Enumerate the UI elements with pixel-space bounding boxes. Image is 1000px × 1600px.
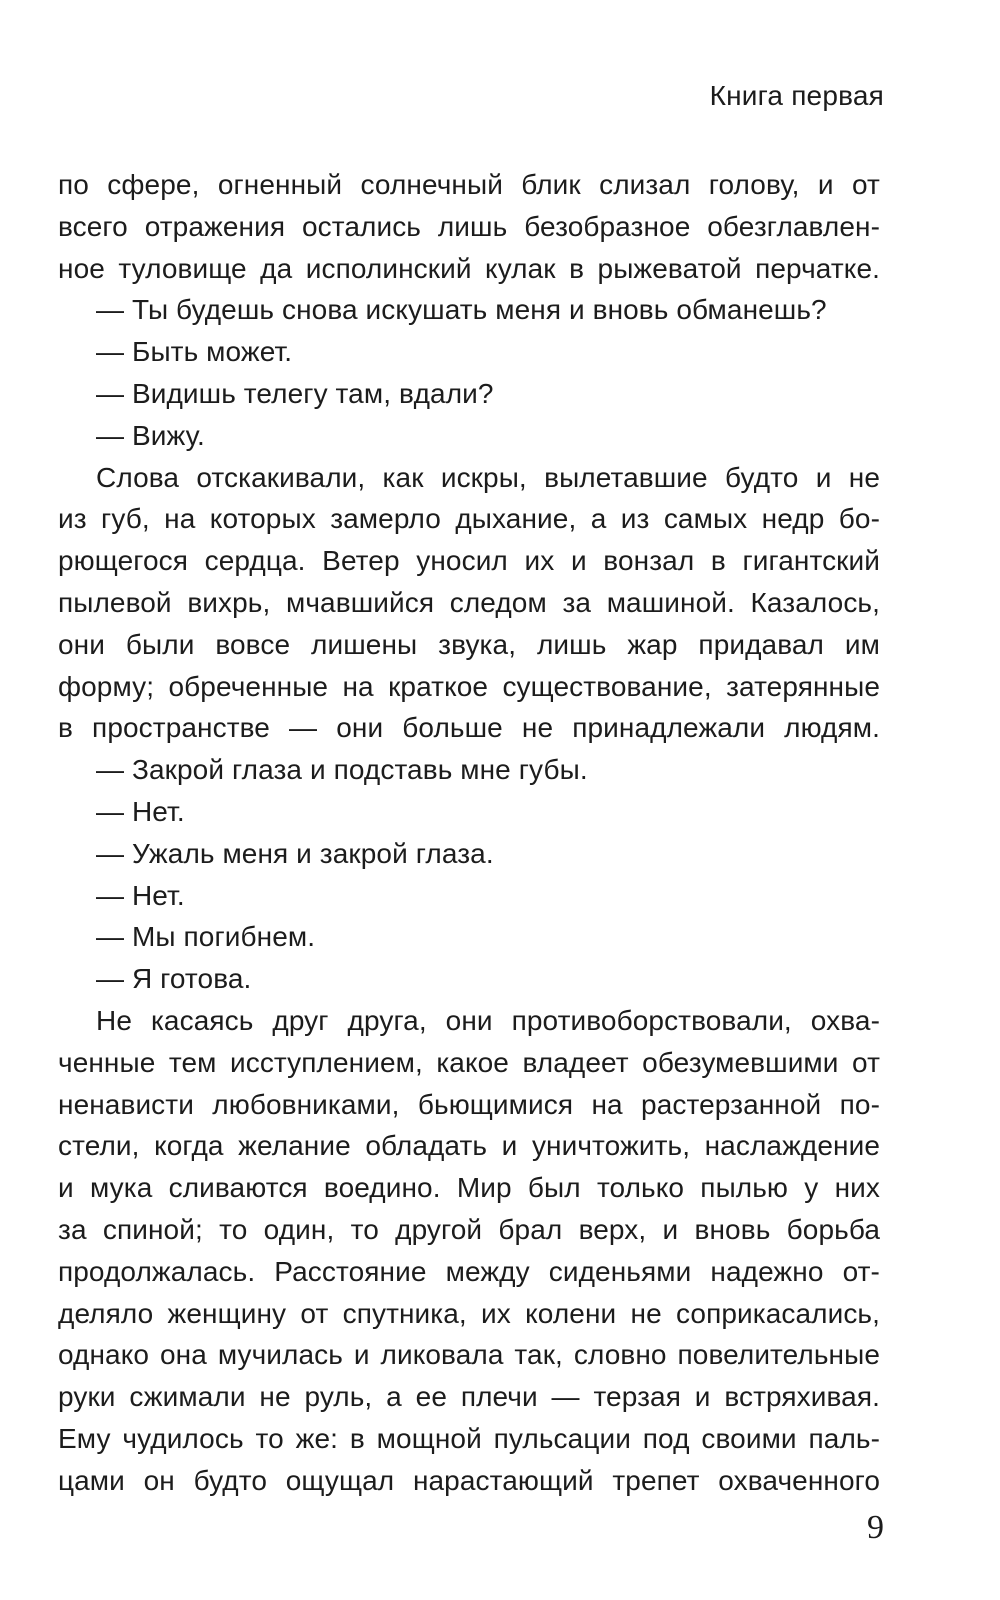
paragraph-first-line: Слова отскакивали, как искры, вылетавшие будто и не — [96, 461, 880, 493]
dialogue-line: — Мы погибнем. — [96, 921, 316, 953]
text-line: рющегося сердца. Ветер уносил их и вонзал в гигантский — [58, 545, 880, 577]
dialogue-line: — Закрой глаза и подставь мне губы. — [96, 754, 588, 786]
dialogue-line: — Я готова. — [96, 963, 252, 995]
page-number: 9 — [867, 1509, 884, 1546]
text-line: по сфере, огненный солнечный блик слизал голову, и от — [58, 169, 880, 200]
text-line: форму; обреченные на краткое существование, затерянные — [58, 670, 880, 702]
dialogue-line: — Нет. — [96, 795, 185, 827]
dialogue-line: — Ужаль меня и закрой глаза. — [96, 837, 494, 869]
text-line: из губ, на которых замерло дыхание, а из самых недр бо- — [58, 503, 880, 535]
text-line: и мука сливаются воедино. Мир был только пылью у них — [58, 1172, 880, 1204]
text-line: продолжалась. Расстояние между сиденьями надежно от- — [58, 1255, 880, 1287]
text-line: ненависти любовниками, бьющимися на растерзанной по- — [58, 1088, 880, 1120]
text-line: пылевой вихрь, мчавшийся следом за машиной. Казалось, — [58, 586, 880, 618]
text-line: деляло женщину от спутника, их колени не соприкасались, — [58, 1297, 880, 1329]
body-text — [58, 164, 880, 1502]
paragraph-first-line: Не касаясь друг друга, они противоборствовали, охва- — [96, 1004, 880, 1036]
text-line: они были вовсе лишены звука, лишь жар придавал им — [58, 628, 880, 660]
dialogue-line: — Вижу. — [96, 419, 205, 451]
dialogue-line: — Быть может. — [96, 336, 293, 368]
text-line: ченные тем исступлением, какое владеет обезумевшими от — [58, 1046, 880, 1078]
running-header: Книга первая — [709, 80, 884, 111]
text-line: в пространстве — они больше не принадлежали людям. — [58, 712, 880, 744]
text-line: однако она мучилась и ликовала так, словно повелительные — [58, 1339, 880, 1371]
dialogue-line: — Видишь телегу там, вдали? — [96, 377, 494, 409]
text-line: стели, когда желание обладать и уничтожить, наслаждение — [58, 1130, 880, 1162]
text-line: за спиной; то один, то другой брал верх, и вновь борьба — [58, 1213, 880, 1245]
dialogue-line: — Нет. — [96, 879, 185, 911]
text-line: руки сжимали не руль, а ее плечи — терзая и встряхивая. — [58, 1381, 880, 1413]
text-line: ное туловище да исполинский кулак в рыжеватой перчатке. — [58, 252, 880, 284]
text-line: цами он будто ощущал нарастающий трепет охваченного — [58, 1464, 880, 1496]
text-line: Ему чудилось то же: в мощной пульсации под своими паль- — [58, 1422, 880, 1454]
dialogue-line: — Ты будешь снова искушать меня и вновь обманешь? — [96, 294, 827, 326]
text-line: всего отражения остались лишь безобразное обезглавлен- — [58, 210, 880, 242]
